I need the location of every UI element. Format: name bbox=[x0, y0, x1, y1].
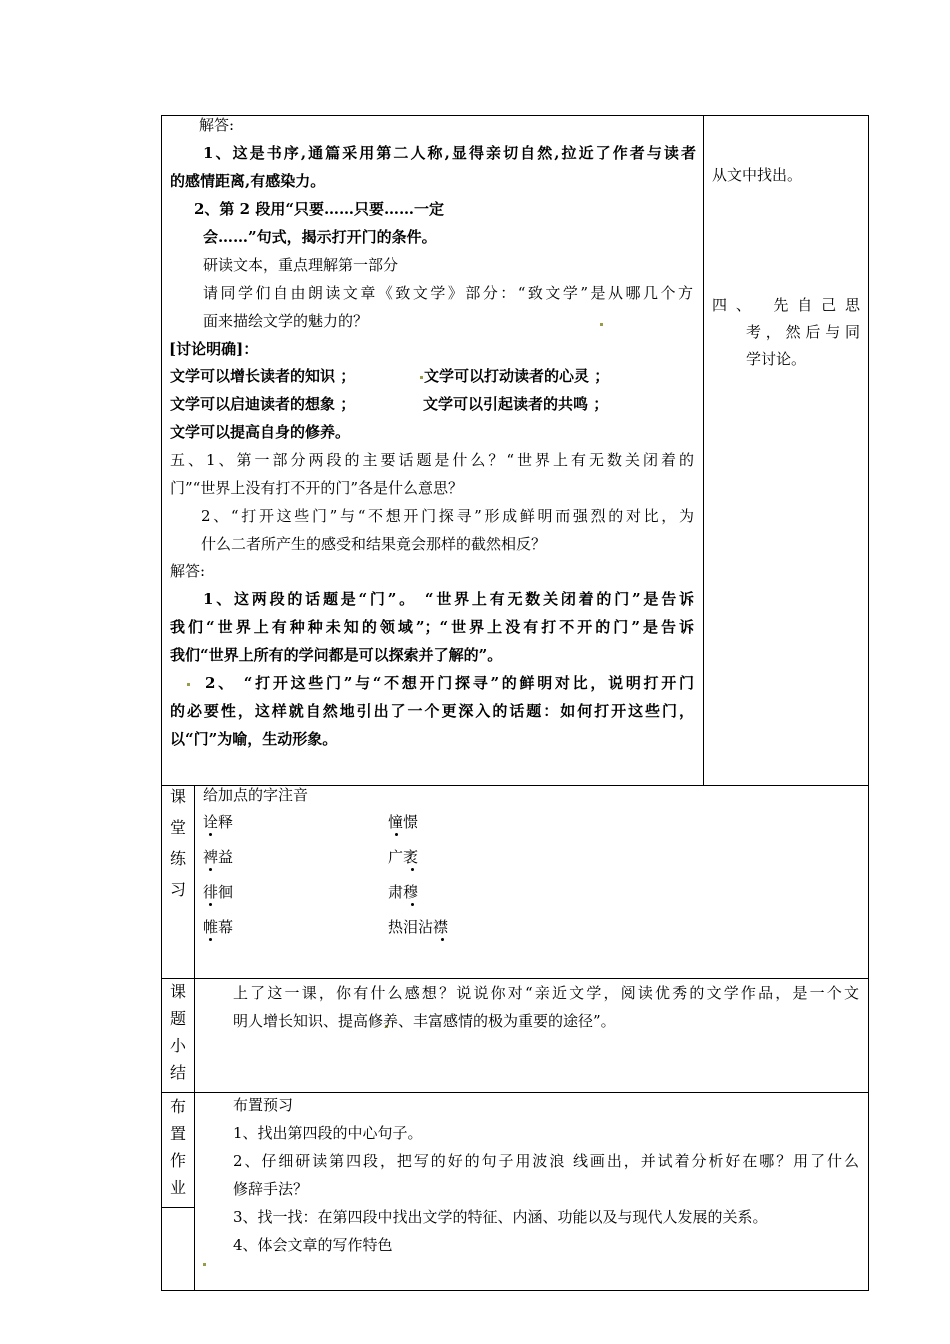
homework-item: 3、找一找：在第四段中找出文学的特征、内涵、功能以及与现代人发展的关系。 bbox=[233, 1208, 768, 1226]
emphasis-dot bbox=[209, 903, 212, 906]
summary-label-char: 课 bbox=[169, 982, 186, 1001]
side-note-step-4-line-1: 四、 先自己思 bbox=[712, 296, 860, 314]
homework-label-char: 业 bbox=[169, 1178, 186, 1197]
emphasis-dot bbox=[441, 938, 444, 941]
answer-2-line-2: 会……”句式，揭示打开门的条件。 bbox=[203, 228, 437, 246]
point-imagination: 文学可以启迪读者的想象 ； bbox=[170, 395, 356, 413]
point-cultivation: 文学可以提高自身的修养。 bbox=[170, 423, 351, 441]
summary-label-char: 结 bbox=[169, 1063, 186, 1082]
section-five-q2-line-1: 2、“打开这些门”与“不想开门探寻”形成鲜明而强烈的对比，为 bbox=[201, 507, 694, 525]
homework-item: 1、找出第四段的中心句子。 bbox=[233, 1124, 423, 1142]
practice-word: 诠释 bbox=[203, 813, 234, 831]
answer-b2-line-3: 以“门”为喻，生动形象。 bbox=[170, 730, 338, 748]
answer-label: 解答: bbox=[199, 116, 235, 134]
emphasis-dot bbox=[209, 868, 212, 871]
point-heart: 文学可以打动读者的心灵 ； bbox=[424, 367, 610, 385]
answer-b1-line-3: 我们“世界上所有的学问都是可以探索并了解的”。 bbox=[170, 646, 503, 664]
discussion-label: [讨论明确]： bbox=[169, 340, 259, 358]
practice-word: 憧憬 bbox=[388, 813, 419, 831]
section-five-q1-line-2: 门”“世界上没有打不开的门”各是什么意思？ bbox=[170, 479, 464, 497]
scan-speck bbox=[187, 683, 190, 686]
summary-label-char: 题 bbox=[169, 1009, 186, 1028]
homework-label-divider bbox=[161, 1207, 195, 1208]
answer-1-line-1: 1、这是书序,通篇采用第二人称,显得亲切自然,拉近了作者与读者 bbox=[203, 144, 696, 162]
homework-label-char: 布 bbox=[169, 1097, 186, 1116]
homework-label-char: 置 bbox=[169, 1124, 186, 1143]
answer-b1-line-2: 我们“世界上有种种未知的领域”；“世界上没有打不开的门”是告诉 bbox=[170, 618, 694, 636]
emphasis-dot bbox=[209, 938, 212, 941]
table-bottom-border bbox=[161, 1290, 869, 1291]
section-five-q2-line-2: 什么二者所产生的感受和结果竟会那样的截然相反？ bbox=[201, 535, 547, 553]
side-note-find: 从文中找出。 bbox=[712, 166, 803, 184]
practice-label-char: 课 bbox=[169, 787, 186, 806]
practice-word: 广袤 bbox=[388, 848, 419, 866]
practice-word: 帷幕 bbox=[203, 918, 234, 936]
homework-item: 2、仔细研读第四段，把写的好的句子用波浪 线画出，并试着分析好在哪？用了什么 bbox=[233, 1152, 859, 1170]
answer-b2-line-2: 的必要性，这样就自然地引出了一个更深入的话题：如何打开这些门， bbox=[170, 702, 694, 720]
table-top-border bbox=[161, 115, 869, 116]
point-resonance: 文学可以引起读者的共鸣 ； bbox=[423, 395, 609, 413]
scan-speck bbox=[600, 323, 603, 326]
side-note-step-4-line-2: 考，然后与同 bbox=[746, 323, 860, 341]
study-text-heading: 研读文本，重点理解第一部分 bbox=[203, 256, 399, 274]
answer-b1-line-1: 1、这两段的话题是“门”。 “世界上有无数关闭着的门”是告诉 bbox=[203, 590, 694, 608]
table-left-border bbox=[161, 115, 162, 1291]
homework-item: 4、体会文章的写作特色 bbox=[233, 1236, 393, 1254]
practice-label-char: 习 bbox=[169, 880, 186, 899]
practice-word: 热泪沾襟 bbox=[388, 918, 449, 936]
homework-title: 布置预习 bbox=[233, 1096, 294, 1114]
upper-column-divider bbox=[703, 115, 704, 785]
side-note-step-4-line-3: 学讨论。 bbox=[746, 350, 807, 368]
answer-1-line-2: 的感情距离,有感染力。 bbox=[170, 172, 326, 190]
emphasis-dot bbox=[209, 833, 212, 836]
practice-title: 给加点的字注音 bbox=[203, 786, 309, 804]
homework-label-char: 作 bbox=[169, 1151, 186, 1170]
practice-label-char: 练 bbox=[169, 849, 186, 868]
label-column-divider bbox=[194, 785, 195, 1291]
emphasis-dot bbox=[411, 903, 414, 906]
scan-speck bbox=[203, 1263, 206, 1266]
section-five-q1-line-1: 五、1、第一部分两段的主要话题是什么？“世界上有无数关闭着的 bbox=[170, 451, 694, 469]
answer-label-2: 解答: bbox=[170, 562, 206, 580]
answer-2-line-1: 2、第 2 段用“只要……只要……一定 bbox=[194, 200, 444, 218]
row-divider-summary bbox=[161, 978, 869, 979]
summary-label-char: 小 bbox=[169, 1036, 186, 1055]
emphasis-dot bbox=[395, 833, 398, 836]
row-divider-homework bbox=[161, 1092, 869, 1093]
answer-b2-line-1: 2、 “打开这些门”与“不想开门探寻”的鲜明对比，说明打开门 bbox=[205, 674, 694, 692]
emphasis-dot bbox=[411, 868, 414, 871]
question-line-2: 面来描绘文学的魅力的？ bbox=[203, 312, 369, 330]
summary-line-1: 上了这一课，你有什么感想？说说你对“亲近文学，阅读优秀的文学作品，是一个文 bbox=[233, 984, 859, 1002]
practice-word: 肃穆 bbox=[388, 883, 419, 901]
practice-label-char: 堂 bbox=[169, 818, 186, 837]
question-line-1: 请同学们自由朗读文章《致文学》部分：“致文学”是从哪几个方 bbox=[203, 284, 693, 302]
table-right-border bbox=[868, 115, 869, 1291]
homework-item: 修辞手法？ bbox=[233, 1180, 309, 1198]
scan-speck bbox=[420, 376, 423, 379]
summary-line-2: 明人增长知识、提高修养、丰富感情的极为重要的途径”。 bbox=[233, 1012, 616, 1030]
practice-word: 徘徊 bbox=[203, 883, 234, 901]
point-knowledge: 文学可以增长读者的知识 ； bbox=[170, 367, 356, 385]
practice-word: 裨益 bbox=[203, 848, 234, 866]
